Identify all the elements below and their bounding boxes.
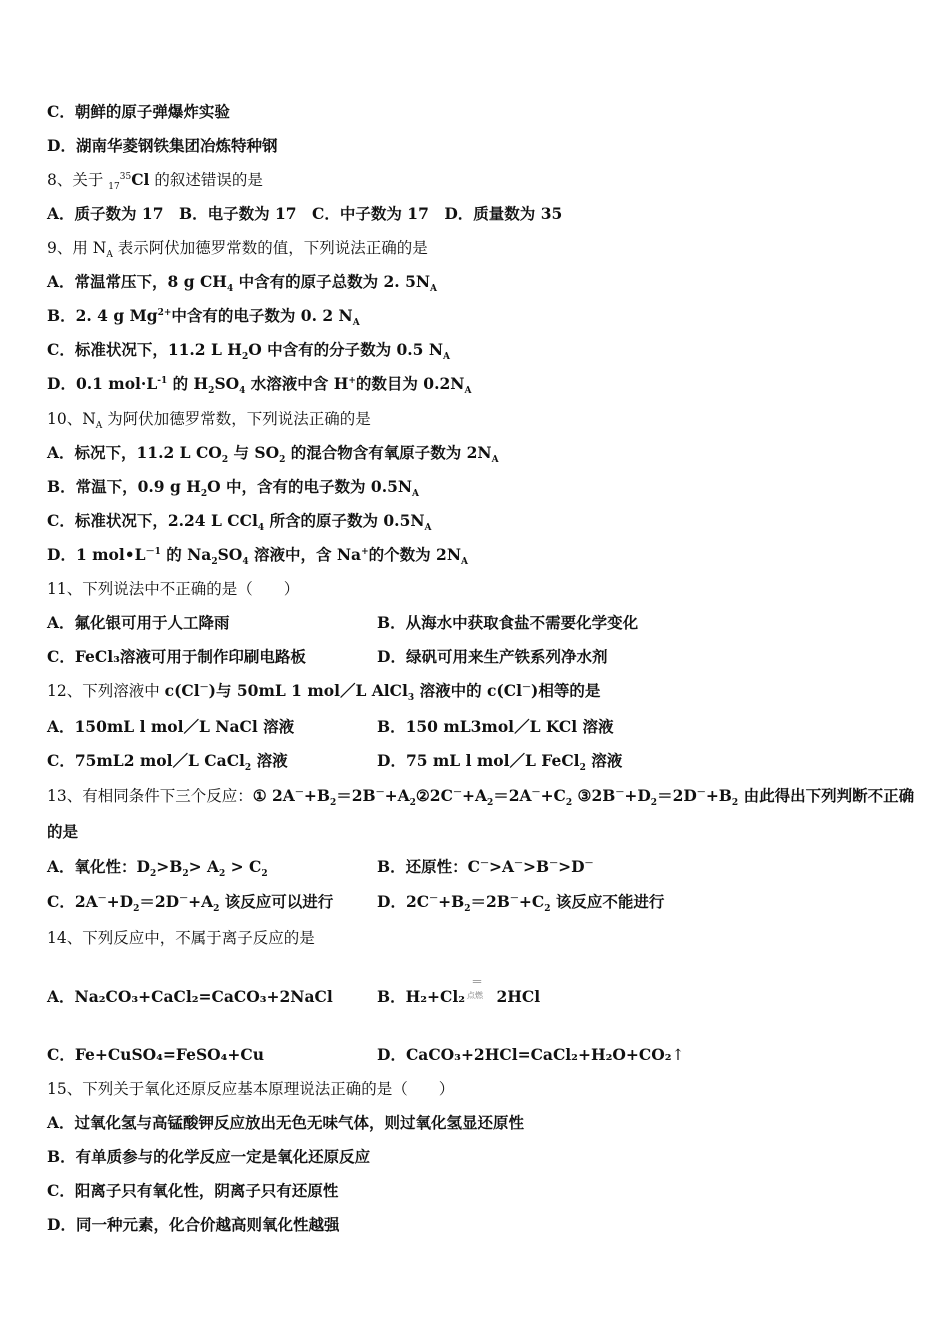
- option-d-prev: D．湖南华菱钢铁集团冶炼特种钢: [47, 136, 278, 155]
- question-15-option-b: B．有单质参与的化学反应一定是氧化还原反应: [47, 1147, 371, 1166]
- question-13-option-c: C．$2A^-+D_2=2D^-+A_2$ 该反应可以进行: [47, 892, 334, 915]
- question-10-option-c: C．标准状况下，2.24 L CCl$_4$ 所含的原子数为 $0.5N_A$: [47, 511, 432, 534]
- question-9-option-b: B．2. 4 g $Mg^{2+}$中含有的电子数为 0. 2 $N_A$: [47, 306, 360, 329]
- question-14: 14、下列反应中，不属于离子反应的是: [47, 929, 315, 947]
- question-10-option-a: A．标况下，11.2 L $CO_2$ 与 $SO_2$ 的混合物含有氧原子数为 $2N_A$: [47, 443, 499, 466]
- question-12-option-b: B．150 mL3mol／L KCl 溶液: [377, 717, 614, 736]
- question-14-option-c: C．Fe+CuSO₄=FeSO₄+Cu: [47, 1045, 265, 1064]
- reaction-condition: ＝ 点燃: [467, 975, 484, 1000]
- question-9: 9、用 $N_A$ 表示阿伏加德罗常数的值，下列说法正确的是: [47, 239, 428, 261]
- question-11-option-a: A．氟化银可用于人工降雨: [47, 613, 230, 632]
- question-9-option-c: C．标准状况下，11.2 L $H_2O$ 中含有的分子数为 0.5 $N_A$: [47, 340, 451, 363]
- question-9-option-a: A．常温常压下，8 g $CH_4$ 中含有的原子总数为 2. $5N_A$: [47, 272, 438, 295]
- question-9-option-d: D．0.1 $mol\cdot L^{-1}$ 的 $H_2SO_4$ 水溶液中含 H+的数目为 $0.2N_A$: [47, 374, 472, 397]
- question-10-option-b: B．常温下，0.9 g $H_2O$ 中，含有的电子数为 $0.5N_A$: [47, 477, 420, 500]
- question-14-option-d: D．CaCO₃+2HCl=CaCl₂+H₂O+CO₂↑: [377, 1045, 685, 1064]
- question-13-option-a: A．氧化性：$D_2>B_2> A_2 > C_2$: [47, 857, 268, 880]
- question-15-option-c: C．阳离子只有氧化性，阴离子只有还原性: [47, 1181, 339, 1200]
- question-14-option-b: B．H₂+Cl₂ ＝ 点燃 2HCl: [377, 975, 541, 1006]
- option-c-prev: C．朝鲜的原子弹爆炸实验: [47, 102, 230, 121]
- gas-arrow-icon: ↑: [671, 1046, 685, 1064]
- question-10: 10、$N_A$ 为阿伏加德罗常数，下列说法正确的是: [47, 410, 371, 432]
- question-12: 12、下列溶液中 c(Cl－)与 50mL 1 mol／L AlCl$_3$ 溶液中的 c(Cl－)相等的是: [47, 681, 601, 704]
- question-13: 13、有相同条件下三个反应：① $2A^-+B_2=2B^-+A_2②2C^-+A_2=2A^-+C_2$ $③2B^-+D_2=2D^-+B_2$ 由此得出下列判断不正确: [47, 786, 915, 809]
- question-10-option-d: D．1 $mol•L^{-1}$ 的 $Na_2SO_4$ 溶液中，含 Na+的个数为 $2N_A$: [47, 545, 468, 568]
- question-13-cont: 的是: [47, 822, 79, 841]
- question-11-option-d: D．绿矾可用来生产铁系列净水剂: [377, 647, 608, 666]
- question-14-option-a: A．Na₂CO₃+CaCl₂=CaCO₃+2NaCl: [47, 987, 333, 1006]
- question-8: 8、关于 $_{17}^{35}$Cl 的叙述错误的是: [47, 170, 263, 193]
- question-11-option-b: B．从海水中获取食盐不需要化学变化: [377, 613, 639, 632]
- question-12-option-a: A．150mL l mol／L NaCl 溶液: [47, 717, 295, 736]
- question-15-option-a: A．过氧化氢与高锰酸钾反应放出无色无味气体，则过氧化氢显还原性: [47, 1113, 525, 1132]
- question-8-options: A．质子数为 17 B．电子数为 17 C．中子数为 17 D．质量数为 35: [47, 204, 563, 223]
- question-11-option-c: C．FeCl₃溶液可用于制作印刷电路板: [47, 647, 306, 666]
- question-15-option-d: D．同一种元素，化合价越高则氧化性越强: [47, 1215, 340, 1234]
- question-15: 15、下列关于氧化还原反应基本原理说法正确的是（ ）: [47, 1080, 455, 1098]
- question-13-option-b: B．还原性：C－>A－>B－>D－: [377, 857, 594, 876]
- question-11: 11、下列说法中不正确的是（ ）: [47, 580, 300, 598]
- question-12-option-c: C．75mL2 mol／L CaCl$_2$ 溶液: [47, 751, 288, 774]
- question-12-option-d: D．75 mL l mol／L FeCl$_2$ 溶液: [377, 751, 623, 774]
- question-13-option-d: D．$2C^-+B_2=2B^-+C_2$ 该反应不能进行: [377, 892, 665, 915]
